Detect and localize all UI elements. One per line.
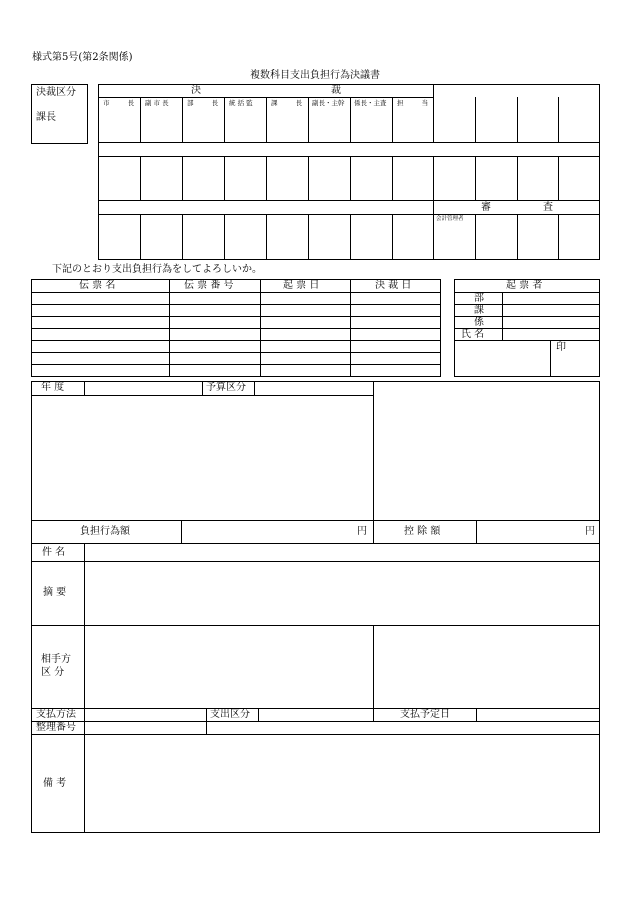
issuer-dept-label: 部: [474, 293, 484, 304]
approval-grid-line: [98, 142, 600, 143]
voucher-row-line: [31, 340, 441, 341]
payment-method-label: 支払方法: [36, 709, 76, 720]
approval-grid-line: [517, 214, 518, 260]
approval-grid: [98, 84, 600, 260]
approval-grid-line: [182, 214, 183, 260]
yen-unit-2: 円: [585, 526, 595, 537]
approval-grid-line: [140, 214, 141, 260]
seal-label: 印: [556, 342, 566, 353]
main-line: [181, 520, 182, 543]
payment-category-label: 支出区分: [210, 709, 250, 720]
accountant-label: 会計管理者: [436, 216, 464, 222]
approval-grid-line: [433, 84, 434, 142]
voucher-row-line: [31, 352, 441, 353]
main-line: [258, 708, 259, 721]
approval-grid-line: [140, 97, 141, 142]
main-line: [31, 520, 600, 521]
voucher-col-line: [260, 279, 261, 377]
approval-heading-right: 裁: [331, 85, 341, 96]
issuer-unit-label: 係: [474, 317, 484, 328]
yen-unit-1: 円: [357, 526, 367, 537]
approval-grid-line: [182, 97, 183, 142]
subject-label: 件 名: [42, 547, 66, 558]
reference-number-label: 整理番号: [36, 722, 76, 733]
commitment-amount-label: 負担行為額: [80, 526, 130, 537]
issuer-line: [502, 292, 503, 340]
budget-category-label: 予算区分: [206, 382, 246, 393]
main-line: [31, 625, 600, 626]
main-line: [84, 543, 85, 708]
main-line: [206, 708, 207, 721]
approval-grid-line: [266, 156, 267, 200]
approval-grid-line: [350, 97, 351, 142]
role-staff: 担 当: [397, 99, 429, 107]
voucher-header-number: 伝 票 番 号: [184, 280, 234, 291]
approval-grid-line: [308, 214, 309, 260]
request-text: 下記のとおり支出負担行為をしてよろしいか。: [52, 264, 262, 275]
payment-date-label: 支払予定日: [400, 709, 450, 720]
approval-grid-line: [224, 214, 225, 260]
main-line: [84, 708, 85, 721]
approval-grid-line: [182, 156, 183, 200]
voucher-row-line: [31, 364, 441, 365]
approval-grid-line: [558, 214, 559, 260]
approval-grid-line: [517, 156, 518, 200]
voucher-row-line: [31, 304, 441, 305]
role-section-chief: 課 長: [271, 99, 303, 107]
approval-grid-line: [433, 156, 434, 200]
main-line: [476, 708, 477, 721]
approval-grid-line: [224, 97, 225, 142]
main-line: [373, 381, 374, 543]
voucher-col-line: [169, 279, 170, 377]
main-line: [31, 561, 600, 562]
main-line: [31, 543, 600, 544]
section-chief-label: 課長: [36, 112, 56, 123]
voucher-row-line: [31, 316, 441, 317]
remarks-label: 備 考: [43, 778, 67, 789]
review-heading-left: 審: [481, 202, 491, 213]
voucher-row-line: [31, 292, 441, 293]
approval-grid-line: [308, 97, 309, 142]
decision-category-label: 決裁区分: [36, 87, 76, 98]
issuer-heading: 起 票 者: [506, 280, 543, 291]
voucher-col-line: [350, 279, 351, 377]
main-line: [84, 381, 85, 395]
page-title: 複数科目支出負担行為決議書: [250, 70, 380, 81]
issuer-line: [550, 340, 551, 377]
fiscal-year-label: 年 度: [41, 382, 65, 393]
main-line: [476, 520, 477, 543]
approval-grid-line: [266, 97, 267, 142]
issuer-name-label: 氏 名: [461, 329, 485, 340]
approval-grid-line: [98, 200, 600, 201]
approval-grid-line: [517, 97, 518, 142]
main-line: [31, 395, 373, 396]
voucher-row-line: [31, 328, 441, 329]
approval-grid-line: [98, 156, 600, 157]
role-unit-chief: 係長・主査: [354, 99, 387, 107]
approval-grid-line: [266, 214, 267, 260]
role-supervisor: 統 括 監: [229, 99, 253, 107]
issuer-line: [454, 340, 600, 341]
approval-grid-line: [392, 97, 393, 142]
form-number: 様式第5号(第2条関係): [32, 52, 133, 63]
approval-heading-left: 決: [191, 85, 201, 96]
voucher-header-name: 伝 票 名: [79, 280, 116, 291]
main-form: [31, 381, 600, 833]
main-line: [84, 734, 85, 833]
role-director: 部 長: [187, 99, 219, 107]
issuer-section-label: 課: [474, 305, 484, 316]
approval-grid-line: [98, 214, 600, 215]
voucher-header-issue-date: 起 票 日: [283, 280, 320, 291]
main-line: [202, 381, 203, 395]
review-heading-right: 査: [543, 202, 553, 213]
approval-grid-line: [392, 214, 393, 260]
approval-grid-line: [475, 214, 476, 260]
approval-grid-line: [558, 156, 559, 200]
approval-grid-line: [350, 214, 351, 260]
approval-grid-line: [475, 97, 476, 142]
approval-grid-line: [475, 156, 476, 200]
approval-grid-line: [392, 156, 393, 200]
main-line: [31, 708, 600, 709]
role-deputy-mayor: 副 市 長: [145, 99, 169, 107]
approval-grid-line: [140, 156, 141, 200]
main-line: [31, 734, 600, 735]
approval-grid-line: [558, 97, 559, 142]
approval-grid-line: [433, 200, 434, 260]
counterparty-category-label: 区 分: [41, 667, 65, 678]
approval-grid-line: [350, 156, 351, 200]
main-line: [84, 721, 85, 734]
counterparty-label: 相手方: [41, 654, 71, 665]
main-line: [31, 721, 600, 722]
main-line: [373, 708, 374, 721]
role-mayor: 市 長: [103, 99, 135, 107]
main-line: [206, 721, 207, 734]
voucher-header-decision-date: 決 裁 日: [375, 280, 412, 291]
role-deputy-chief: 副長・主幹: [312, 99, 345, 107]
approval-grid-line: [224, 156, 225, 200]
summary-label: 摘 要: [43, 587, 67, 598]
approval-grid-line: [308, 156, 309, 200]
main-line: [373, 625, 374, 708]
deduction-amount-label: 控 除 額: [404, 526, 441, 537]
main-line: [254, 381, 255, 395]
